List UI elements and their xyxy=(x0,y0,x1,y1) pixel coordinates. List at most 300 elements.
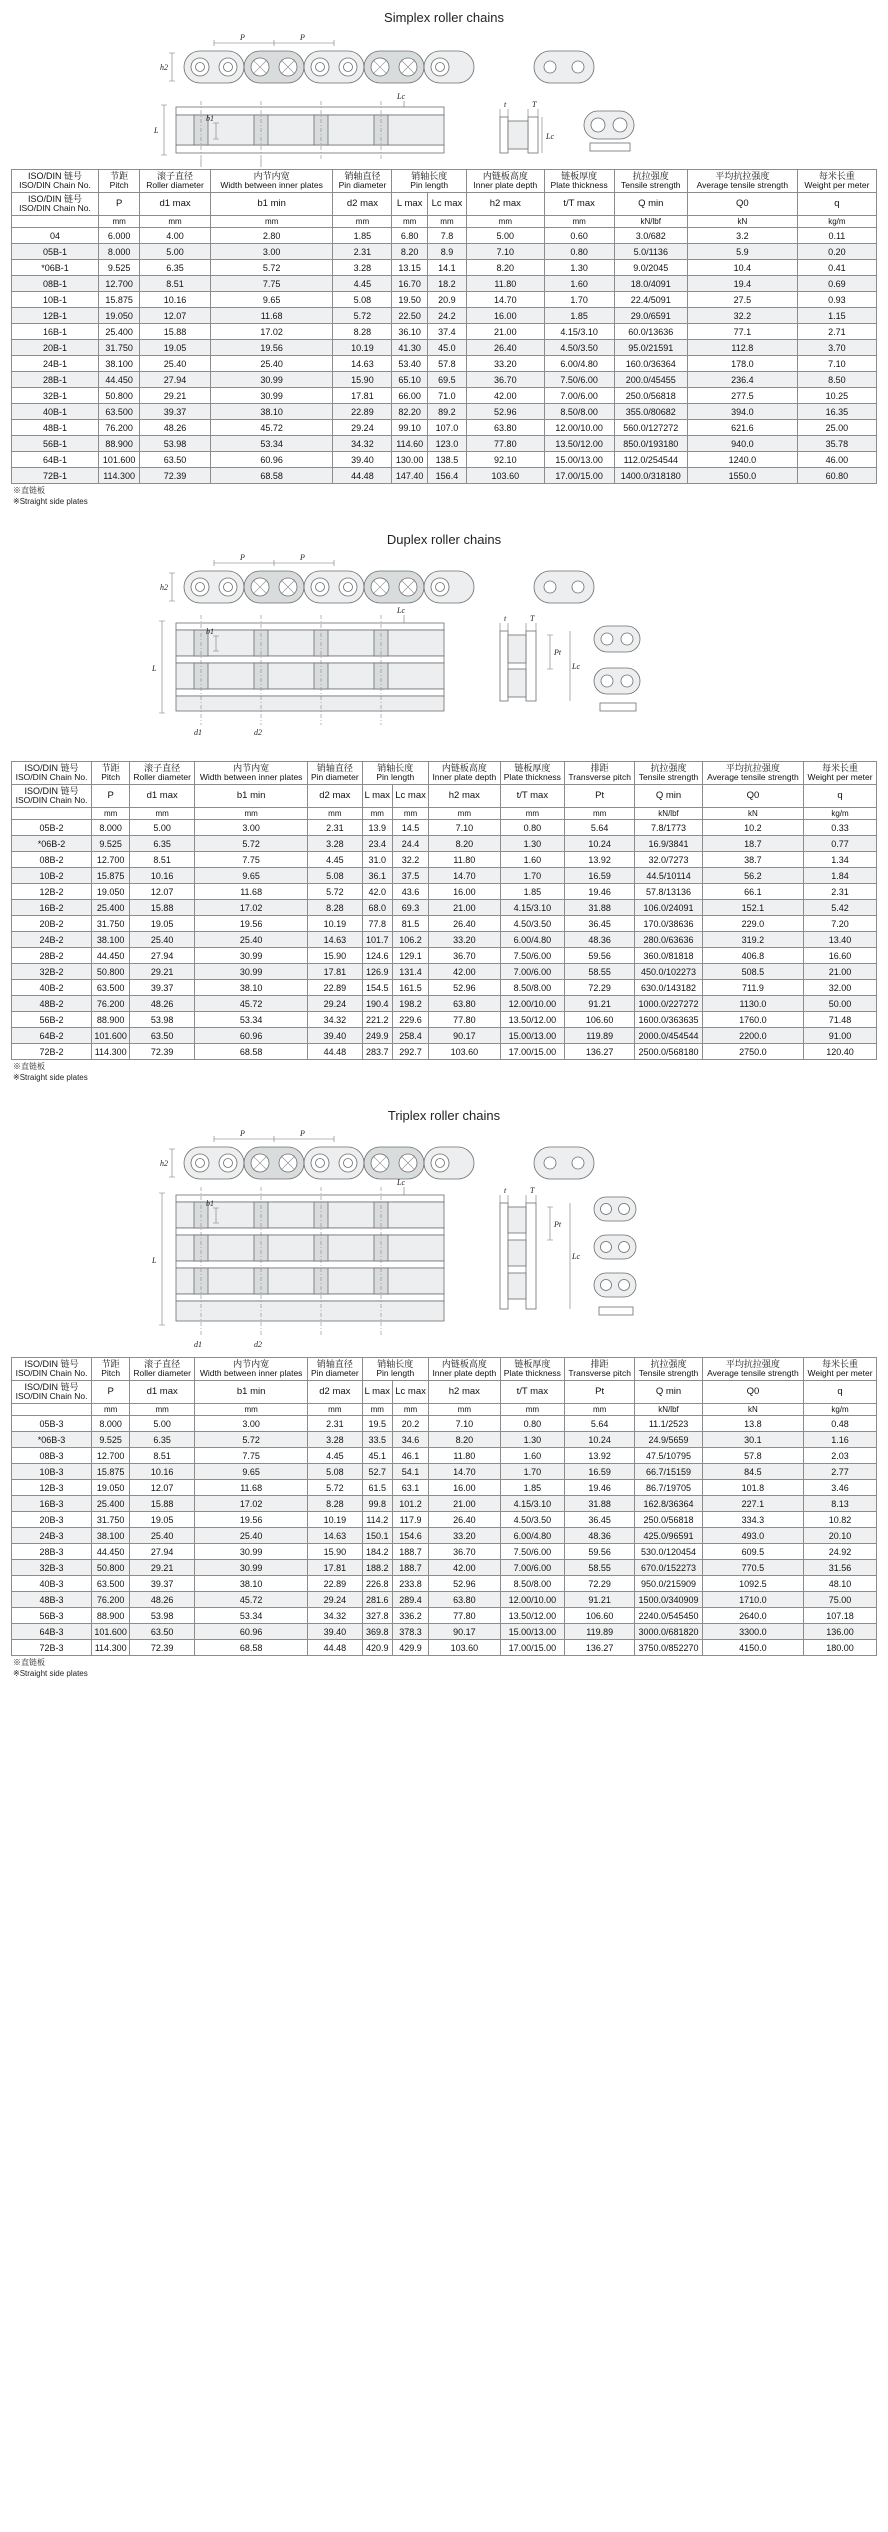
cell-value: 14.5 xyxy=(393,820,429,836)
cell-value: 106.60 xyxy=(565,1608,635,1624)
table-row xyxy=(12,964,877,980)
cell-value: 8.9 xyxy=(427,244,466,260)
cell-value: 58.55 xyxy=(565,964,635,980)
cell-value: 53.98 xyxy=(130,1608,195,1624)
cell-value: 1000.0/227272 xyxy=(635,996,703,1012)
sym-width-between-inner-plates: b1 min xyxy=(210,193,333,216)
cell-value: 44.5/10114 xyxy=(635,868,703,884)
cell-value: 188.7 xyxy=(393,1560,429,1576)
cell-value: 53.98 xyxy=(140,436,211,452)
col-head-plate-thickness: 链板厚度 Plate thickness xyxy=(500,1358,564,1381)
sym-pin-length-lc: Lc max xyxy=(393,785,429,808)
cell-value: 2200.0 xyxy=(702,1028,803,1044)
cell-value: 101.600 xyxy=(92,1028,130,1044)
cell-value: 101.8 xyxy=(702,1480,803,1496)
sym-pin-length-l: L max xyxy=(392,193,427,216)
cell-value: 560.0/127272 xyxy=(614,420,687,436)
cell-value: 45.72 xyxy=(195,1592,308,1608)
cell-value: 4.45 xyxy=(308,852,362,868)
cell-value: 0.69 xyxy=(797,276,876,292)
cell-value: 0.20 xyxy=(797,244,876,260)
header-row-names xyxy=(12,170,877,193)
col-head-chain-no: ISO/DIN 链号 ISO/DIN Chain No. xyxy=(12,762,92,785)
cell-value: 9.525 xyxy=(92,1432,130,1448)
cell-value: 229.6 xyxy=(393,1012,429,1028)
table-row xyxy=(12,340,877,356)
cell-value: 7.75 xyxy=(210,276,333,292)
cell-value: 3.0/682 xyxy=(614,228,687,244)
svg-text:d2: d2 xyxy=(254,728,262,737)
cell-value: 5.72 xyxy=(195,836,308,852)
cell-value: 378.3 xyxy=(393,1624,429,1640)
cell-value: 95.0/21591 xyxy=(614,340,687,356)
table-row xyxy=(12,404,877,420)
cell-value: 369.8 xyxy=(362,1624,393,1640)
cell-value: 16.9/3841 xyxy=(635,836,703,852)
cell-value: 4.00 xyxy=(140,228,211,244)
cell-value: 72.39 xyxy=(130,1640,195,1656)
cell-value: 44.450 xyxy=(92,1544,130,1560)
unit-pin-length-lc: mm xyxy=(427,216,466,228)
table-body-duplex xyxy=(12,820,877,1060)
cell-value: 61.5 xyxy=(362,1480,393,1496)
cell-value: 119.89 xyxy=(565,1624,635,1640)
cell-value: 101.600 xyxy=(92,1624,130,1640)
cell-value: 25.40 xyxy=(140,356,211,372)
table-head xyxy=(12,1358,877,1416)
cell-value: 36.45 xyxy=(565,1512,635,1528)
cell-value: 1400.0/318180 xyxy=(614,468,687,484)
cell-value: 31.750 xyxy=(98,340,139,356)
cell-value: 7.10 xyxy=(466,244,544,260)
cell-chain-no: 24B-1 xyxy=(12,356,99,372)
cell-chain-no: 08B-3 xyxy=(12,1448,92,1464)
col-head-average-tensile-strength: 平均抗拉强度 Average tensile strength xyxy=(702,762,803,785)
cell-value: 17.02 xyxy=(195,1496,308,1512)
cell-value: 107.18 xyxy=(804,1608,877,1624)
cell-value: 89.2 xyxy=(427,404,466,420)
unit-pin-diameter: mm xyxy=(333,216,392,228)
cell-value: 88.900 xyxy=(92,1608,130,1624)
cell-value: 0.80 xyxy=(500,1416,564,1432)
col-head-chain-no: ISO/DIN 链号 ISO/DIN Chain No. xyxy=(12,170,99,193)
cell-value: 3.2 xyxy=(687,228,797,244)
cell-value: 4.15/3.10 xyxy=(500,900,564,916)
cell-value: 101.2 xyxy=(393,1496,429,1512)
cell-value: 24.92 xyxy=(804,1544,877,1560)
unit-pin-length-lc: mm xyxy=(393,1404,429,1416)
table-row xyxy=(12,932,877,948)
cell-value: 45.72 xyxy=(195,996,308,1012)
cell-value: 53.34 xyxy=(195,1012,308,1028)
sym-plate-thickness: t/T max xyxy=(500,1381,564,1404)
cell-value: 233.8 xyxy=(393,1576,429,1592)
cell-value: 52.7 xyxy=(362,1464,393,1480)
cell-value: 1.85 xyxy=(544,308,614,324)
cell-chain-no: 10B-1 xyxy=(12,292,99,308)
cell-value: 45.0 xyxy=(427,340,466,356)
cell-value: 19.56 xyxy=(195,916,308,932)
col-head-roller-diameter: 滚子直径 Roller diameter xyxy=(140,170,211,193)
cell-value: 48.10 xyxy=(804,1576,877,1592)
diagram-triplex xyxy=(0,1127,888,1357)
cell-value: 23.4 xyxy=(362,836,393,852)
header-row-units xyxy=(12,216,877,228)
cell-value: 7.00/6.00 xyxy=(500,1560,564,1576)
svg-text:P: P xyxy=(240,553,245,562)
sym-pin-length-l: L max xyxy=(362,785,393,808)
svg-text:P: P xyxy=(300,33,305,42)
cell-value: 19.050 xyxy=(92,1480,130,1496)
cell-value: 112.8 xyxy=(687,340,797,356)
cell-value: 15.875 xyxy=(92,1464,130,1480)
cell-value: 9.0/2045 xyxy=(614,260,687,276)
cell-value: 1.70 xyxy=(500,1464,564,1480)
cell-value: 136.27 xyxy=(565,1640,635,1656)
col-head-average-tensile-strength: 平均抗拉强度 Average tensile strength xyxy=(702,1358,803,1381)
cell-value: 8.13 xyxy=(804,1496,877,1512)
svg-text:h2: h2 xyxy=(160,63,168,72)
footnote-cn: ※直链板 xyxy=(13,1062,45,1072)
table-row xyxy=(12,356,877,372)
cell-value: 30.99 xyxy=(210,372,333,388)
svg-text:Pt: Pt xyxy=(554,648,562,657)
col-head-pin-length: 销轴长度 Pin length xyxy=(362,762,429,785)
cell-value: 77.80 xyxy=(429,1608,501,1624)
table-row xyxy=(12,452,877,468)
cell-value: 19.46 xyxy=(565,1480,635,1496)
cell-value: 258.4 xyxy=(393,1028,429,1044)
col-head-inner-plate-depth: 内链板高度 Inner plate depth xyxy=(429,1358,501,1381)
unit-weight-per-meter: kg/m xyxy=(804,808,877,820)
spec-table-triplex xyxy=(11,1357,877,1656)
cell-value: 37.5 xyxy=(393,868,429,884)
cell-value: 18.2 xyxy=(427,276,466,292)
unit-tensile-strength: kN/lbf xyxy=(635,808,703,820)
cell-chain-no: *06B-3 xyxy=(12,1432,92,1448)
cell-value: 0.93 xyxy=(797,292,876,308)
cell-value: 138.5 xyxy=(427,452,466,468)
table-row xyxy=(12,1592,877,1608)
section-title-triplex: Triplex roller chains xyxy=(387,1108,501,1123)
cell-value: 10.16 xyxy=(140,292,211,308)
section-title-simplex: Simplex roller chains xyxy=(384,10,504,25)
cell-value: 52.96 xyxy=(429,1576,501,1592)
cell-value: 5.00 xyxy=(466,228,544,244)
cell-value: 39.40 xyxy=(308,1028,362,1044)
cell-value: 281.6 xyxy=(362,1592,393,1608)
col-head-tensile-strength: 抗拉强度 Tensile strength xyxy=(614,170,687,193)
unit-roller-diameter: mm xyxy=(130,808,195,820)
svg-text:t: t xyxy=(504,100,507,109)
col-head-plate-thickness: 链板厚度 Plate thickness xyxy=(544,170,614,193)
cell-value: 38.10 xyxy=(195,980,308,996)
cell-value: 0.33 xyxy=(804,820,877,836)
unit-average-tensile-strength: kN xyxy=(702,808,803,820)
cell-value: 12.00/10.00 xyxy=(500,1592,564,1608)
cell-chain-no: *06B-2 xyxy=(12,836,92,852)
cell-value: 4.45 xyxy=(308,1448,362,1464)
cell-value: 114.300 xyxy=(92,1640,130,1656)
cell-value: 6.80 xyxy=(392,228,427,244)
col-head-weight-per-meter: 每米长重 Weight per meter xyxy=(804,762,877,785)
svg-text:b1: b1 xyxy=(206,114,214,123)
svg-text:P: P xyxy=(240,1129,245,1138)
cell-value: 48.36 xyxy=(565,932,635,948)
cell-value: 8.000 xyxy=(98,244,139,260)
svg-text:d1 xyxy=(194,168,202,169)
footnotes-triplex xyxy=(11,1658,877,1680)
cell-value: 1.85 xyxy=(333,228,392,244)
cell-value: 0.80 xyxy=(500,820,564,836)
col-head-pin-diameter: 销轴直径 Pin diameter xyxy=(308,762,362,785)
unit-transverse-pitch: mm xyxy=(565,1404,635,1416)
table-row xyxy=(12,1640,877,1656)
cell-value: 77.8 xyxy=(362,916,393,932)
cell-chain-no: 48B-1 xyxy=(12,420,99,436)
cell-value: 29.24 xyxy=(333,420,392,436)
cell-value: 27.94 xyxy=(130,1544,195,1560)
cell-chain-no: *06B-1 xyxy=(12,260,99,276)
unit-chain-no xyxy=(12,808,92,820)
cell-value: 63.50 xyxy=(130,1624,195,1640)
svg-text:P: P xyxy=(300,553,305,562)
svg-text:T: T xyxy=(532,100,537,109)
cell-chain-no: 32B-1 xyxy=(12,388,99,404)
cell-value: 1.60 xyxy=(500,1448,564,1464)
cell-value: 46.1 xyxy=(393,1448,429,1464)
unit-roller-diameter: mm xyxy=(140,216,211,228)
cell-value: 156.4 xyxy=(427,468,466,484)
header-row-symbols xyxy=(12,1381,877,1404)
cell-value: 50.800 xyxy=(98,388,139,404)
cell-value: 33.20 xyxy=(466,356,544,372)
cell-chain-no: 28B-1 xyxy=(12,372,99,388)
col-head-roller-diameter: 滚子直径 Roller diameter xyxy=(130,1358,195,1381)
cell-value: 184.2 xyxy=(362,1544,393,1560)
cell-value: 88.900 xyxy=(92,1012,130,1028)
svg-text:L: L xyxy=(154,126,159,135)
cell-value: 19.56 xyxy=(210,340,333,356)
unit-roller-diameter: mm xyxy=(130,1404,195,1416)
cell-value: 14.70 xyxy=(429,868,501,884)
sym-inner-plate-depth: h2 max xyxy=(429,785,501,808)
cell-value: 850.0/193180 xyxy=(614,436,687,452)
svg-text:h2: h2 xyxy=(160,1159,168,1168)
table-row xyxy=(12,1528,877,1544)
cell-value: 38.100 xyxy=(92,932,130,948)
unit-width-between-inner-plates: mm xyxy=(195,808,308,820)
cell-value: 42.00 xyxy=(466,388,544,404)
unit-average-tensile-strength: kN xyxy=(687,216,797,228)
cell-value: 19.050 xyxy=(98,308,139,324)
svg-text:T: T xyxy=(530,614,535,623)
cell-value: 44.48 xyxy=(333,468,392,484)
table-row xyxy=(12,228,877,244)
cell-value: 394.0 xyxy=(687,404,797,420)
cell-value: 0.77 xyxy=(804,836,877,852)
cell-value: 76.200 xyxy=(92,996,130,1012)
sym-tensile-strength: Q min xyxy=(635,1381,703,1404)
cell-value: 57.8 xyxy=(702,1448,803,1464)
cell-value: 19.4 xyxy=(687,276,797,292)
cell-value: 31.88 xyxy=(565,1496,635,1512)
cell-value: 180.00 xyxy=(804,1640,877,1656)
cell-value: 25.40 xyxy=(195,932,308,948)
table-row xyxy=(12,900,877,916)
cell-value: 16.70 xyxy=(392,276,427,292)
cell-chain-no: 24B-2 xyxy=(12,932,92,948)
cell-value: 50.00 xyxy=(804,996,877,1012)
cell-value: 71.48 xyxy=(804,1012,877,1028)
cell-value: 20.9 xyxy=(427,292,466,308)
col-head-weight-per-meter: 每米长重 Weight per meter xyxy=(797,170,876,193)
cell-value: 5.72 xyxy=(308,1480,362,1496)
svg-text:t: t xyxy=(504,1186,507,1195)
cell-value: 16.60 xyxy=(804,948,877,964)
cell-chain-no: 16B-1 xyxy=(12,324,99,340)
svg-text:b1: b1 xyxy=(206,627,214,636)
cell-value: 609.5 xyxy=(702,1544,803,1560)
cell-value: 711.9 xyxy=(702,980,803,996)
unit-pin-length-l: mm xyxy=(362,1404,393,1416)
cell-value: 13.40 xyxy=(804,932,877,948)
cell-value: 63.80 xyxy=(466,420,544,436)
cell-value: 25.400 xyxy=(98,324,139,340)
cell-value: 36.70 xyxy=(429,948,501,964)
cell-value: 11.1/2523 xyxy=(635,1416,703,1432)
cell-value: 5.72 xyxy=(210,260,333,276)
svg-text:d1: d1 xyxy=(194,728,202,737)
cell-value: 8.20 xyxy=(429,836,501,852)
cell-value: 59.56 xyxy=(565,948,635,964)
sym-plate-thickness: t/T max xyxy=(500,785,564,808)
cell-value: 154.5 xyxy=(362,980,393,996)
cell-value: 76.200 xyxy=(98,420,139,436)
unit-tensile-strength: kN/lbf xyxy=(635,1404,703,1416)
sym-chain-no: ISO/DIN 链号 ISO/DIN Chain No. xyxy=(12,1381,92,1404)
cell-value: 38.10 xyxy=(195,1576,308,1592)
cell-value: 221.2 xyxy=(362,1012,393,1028)
unit-pitch: mm xyxy=(92,808,130,820)
cell-chain-no: 12B-1 xyxy=(12,308,99,324)
cell-value: 91.00 xyxy=(804,1028,877,1044)
header-row-units xyxy=(12,808,877,820)
cell-value: 0.11 xyxy=(797,228,876,244)
cell-value: 60.0/13636 xyxy=(614,324,687,340)
cell-value: 940.0 xyxy=(687,436,797,452)
cell-value: 3000.0/681820 xyxy=(635,1624,703,1640)
cell-value: 10.4 xyxy=(687,260,797,276)
cell-value: 22.4/5091 xyxy=(614,292,687,308)
cell-value: 4.15/3.10 xyxy=(544,324,614,340)
cell-value: 292.7 xyxy=(393,1044,429,1060)
sym-pitch: P xyxy=(98,193,139,216)
table-row xyxy=(12,276,877,292)
cell-chain-no: 28B-2 xyxy=(12,948,92,964)
cell-value: 26.40 xyxy=(429,916,501,932)
cell-value: 2750.0 xyxy=(702,1044,803,1060)
cell-value: 4150.0 xyxy=(702,1640,803,1656)
table-row xyxy=(12,1028,877,1044)
cell-value: 43.6 xyxy=(393,884,429,900)
cell-value: 63.500 xyxy=(92,1576,130,1592)
cell-chain-no: 56B-3 xyxy=(12,1608,92,1624)
diagram-duplex xyxy=(0,551,888,761)
cell-value: 154.6 xyxy=(393,1528,429,1544)
cell-chain-no: 32B-3 xyxy=(12,1560,92,1576)
cell-value: 29.24 xyxy=(308,996,362,1012)
unit-inner-plate-depth: mm xyxy=(429,1404,501,1416)
cell-value: 8.51 xyxy=(130,852,195,868)
table-row xyxy=(12,420,877,436)
cell-value: 114.300 xyxy=(98,468,139,484)
cell-value: 48.36 xyxy=(565,1528,635,1544)
cell-value: 8.000 xyxy=(92,1416,130,1432)
cell-value: 17.02 xyxy=(210,324,333,340)
cell-value: 2.31 xyxy=(308,820,362,836)
cell-value: 44.48 xyxy=(308,1044,362,1060)
sym-pin-length-l: L max xyxy=(362,1381,393,1404)
cell-chain-no: 04 xyxy=(12,228,99,244)
cell-value: 670.0/152273 xyxy=(635,1560,703,1576)
cell-value: 8.28 xyxy=(308,900,362,916)
cell-value: 33.5 xyxy=(362,1432,393,1448)
cell-value: 25.400 xyxy=(92,900,130,916)
footnote-cn: ※直链板 xyxy=(13,1658,45,1668)
cell-value: 38.7 xyxy=(702,852,803,868)
cell-value: 355.0/80682 xyxy=(614,404,687,420)
cell-value: 14.70 xyxy=(466,292,544,308)
cell-value: 90.17 xyxy=(429,1624,501,1640)
cell-value: 1240.0 xyxy=(687,452,797,468)
cell-value: 35.78 xyxy=(797,436,876,452)
cell-value: 19.56 xyxy=(195,1512,308,1528)
cell-value: 188.7 xyxy=(393,1544,429,1560)
cell-value: 57.8/13136 xyxy=(635,884,703,900)
cell-value: 131.4 xyxy=(393,964,429,980)
cell-value: 334.3 xyxy=(702,1512,803,1528)
cell-value: 1600.0/363635 xyxy=(635,1012,703,1028)
cell-value: 2.31 xyxy=(804,884,877,900)
cell-value: 19.50 xyxy=(392,292,427,308)
cell-value: 162.8/36364 xyxy=(635,1496,703,1512)
cell-chain-no: 48B-3 xyxy=(12,1592,92,1608)
sym-average-tensile-strength: Q0 xyxy=(687,193,797,216)
cell-value: 12.07 xyxy=(140,308,211,324)
cell-value: 42.00 xyxy=(429,964,501,980)
cell-value: 10.82 xyxy=(804,1512,877,1528)
cell-value: 2.31 xyxy=(333,244,392,260)
cell-value: 24.2 xyxy=(427,308,466,324)
col-head-pitch: 节距 Pitch xyxy=(98,170,139,193)
cell-value: 7.10 xyxy=(797,356,876,372)
cell-value: 39.37 xyxy=(130,1576,195,1592)
cell-value: 63.500 xyxy=(92,980,130,996)
cell-chain-no: 72B-1 xyxy=(12,468,99,484)
cell-value: 86.7/19705 xyxy=(635,1480,703,1496)
cell-value: 42.00 xyxy=(429,1560,501,1576)
cell-value: 14.1 xyxy=(427,260,466,276)
cell-value: 50.800 xyxy=(92,964,130,980)
svg-text:T: T xyxy=(530,1186,535,1195)
table-row xyxy=(12,1044,877,1060)
cell-value: 24.9/5659 xyxy=(635,1432,703,1448)
table-row xyxy=(12,1624,877,1640)
cell-chain-no: 08B-2 xyxy=(12,852,92,868)
cell-value: 1.30 xyxy=(544,260,614,276)
cell-value: 10.16 xyxy=(130,1464,195,1480)
